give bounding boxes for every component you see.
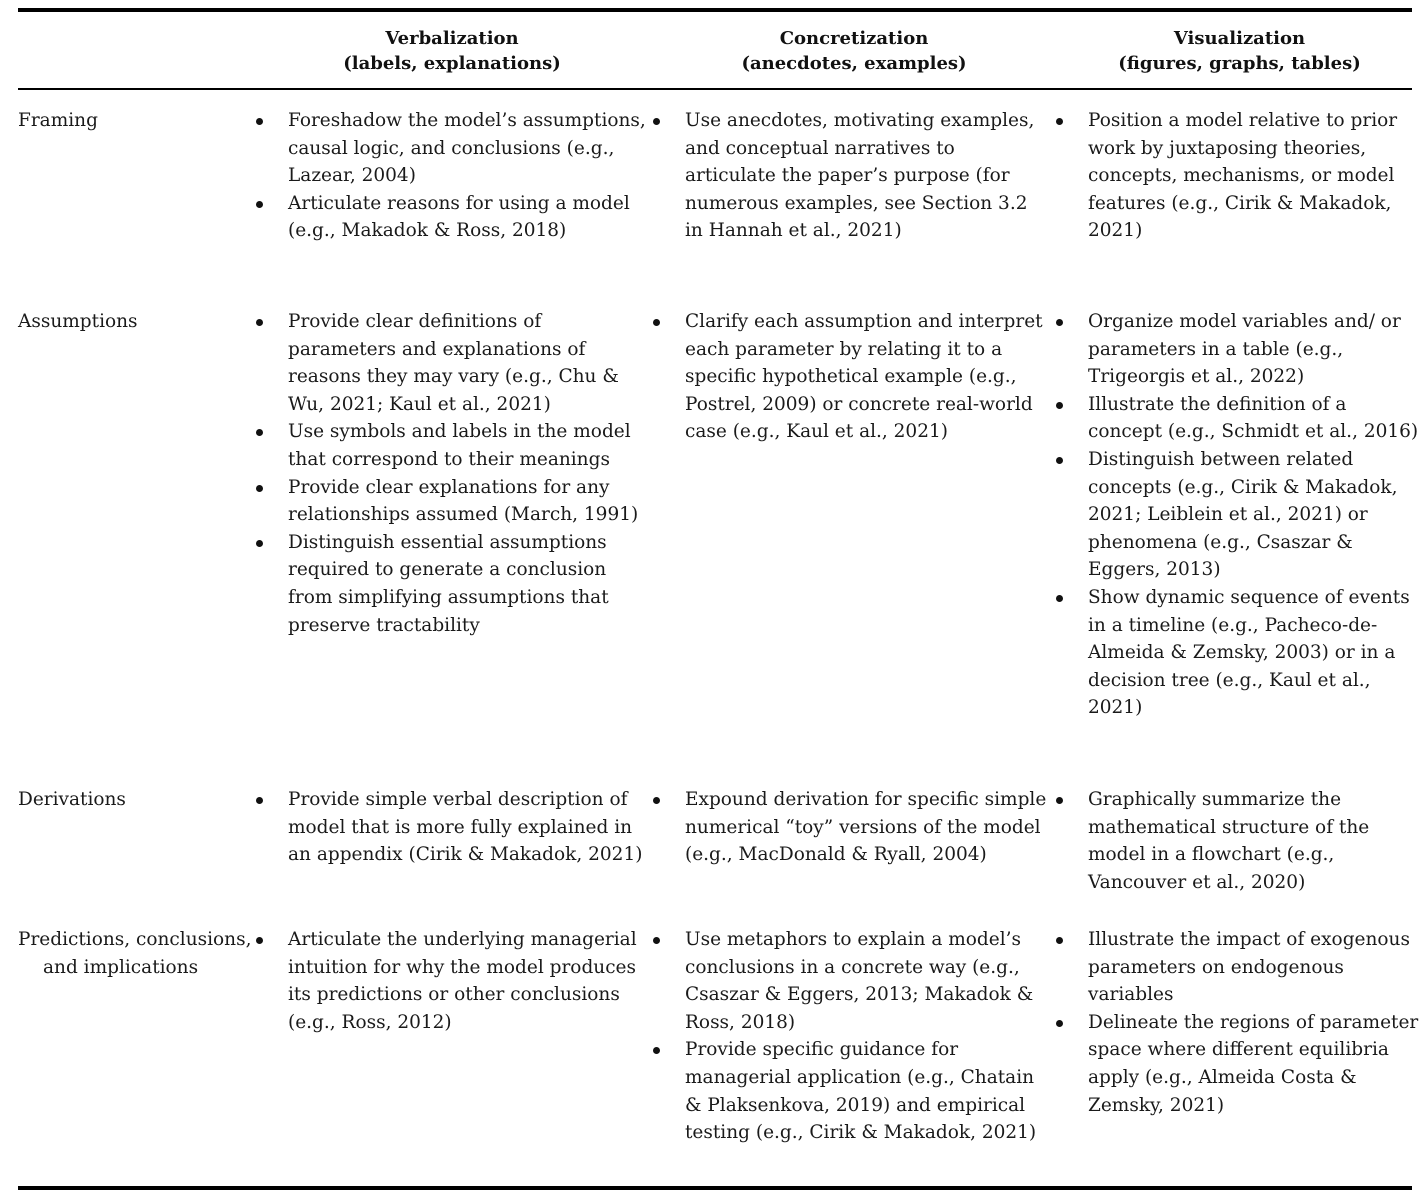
bullet-icon — [1056, 118, 1063, 125]
list-item — [1056, 107, 1422, 245]
cell-concretization — [653, 926, 1051, 1147]
cell-concretization — [653, 107, 1051, 245]
column-title: Verbalization — [385, 28, 519, 49]
list-item — [1056, 1009, 1422, 1119]
row-label: Predictions, conclusions, and implications — [18, 929, 252, 978]
bottom-rule — [18, 1186, 1412, 1190]
row-label: Framing — [18, 110, 98, 131]
column-header-verbalization — [262, 26, 642, 76]
column-title: Concretization — [779, 28, 929, 49]
bullet-icon — [1056, 937, 1063, 944]
item-text: Provide simple verbal description of model that is more fully explained in an appendix (Cirik & Makadok, 2021) — [288, 789, 643, 866]
top-rule — [18, 8, 1412, 12]
column-header-concretization — [659, 26, 1049, 76]
row-label: Assumptions — [18, 311, 138, 332]
list-item — [256, 926, 651, 1036]
list-item — [256, 107, 651, 190]
bullet-icon — [256, 540, 263, 547]
list-item — [1056, 391, 1422, 446]
bullet-icon — [256, 937, 263, 944]
item-text: Expound derivation for specific simple numerical “toy” versions of the model (e.g., MacDonald & Ryall, 2004) — [685, 789, 1047, 866]
cell-concretization — [653, 308, 1051, 446]
bullet-icon — [653, 937, 660, 944]
column-header-visualization — [1062, 26, 1417, 76]
cell-visualization — [1056, 786, 1422, 896]
item-text: Delineate the regions of parameter space where different equilibria apply (e.g., Almeida Costa & Zemsky, 2021) — [1088, 1011, 1419, 1116]
bullet-icon — [1056, 595, 1063, 602]
list-item — [1056, 584, 1422, 722]
column-title: Visualization — [1173, 28, 1306, 49]
list-item — [256, 529, 651, 639]
cell-verbalization — [256, 308, 651, 639]
item-text: Provide clear explanations for any relationships assumed (March, 1991) — [288, 476, 639, 526]
bullet-icon — [653, 1047, 660, 1054]
item-text: Graphically summarize the mathematical structure of the model in a flowchart (e.g., Vancouver et al., 2020) — [1088, 789, 1370, 893]
list-item — [256, 786, 651, 869]
bullet-icon — [1056, 797, 1063, 804]
list-item — [256, 474, 651, 529]
clipped-caption — [0, 0, 1422, 6]
list-item — [1056, 308, 1422, 391]
list-item — [256, 190, 651, 245]
item-text: Use anecdotes, motivating examples, and conceptual narratives to articulate the paper’s purpose (for numerous examples, see Section 3.2 in Hannah et al., 2021) — [685, 110, 1035, 242]
list-item — [653, 926, 1051, 1036]
item-text: Distinguish between related concepts (e.g., Cirik & Makadok, 2021; Leiblein et al., 2021) or phenomena (e.g., Csaszar & Eggers, 2013) — [1088, 448, 1398, 581]
header-rule — [18, 88, 1412, 90]
bullet-icon — [256, 201, 263, 208]
cell-verbalization — [256, 107, 651, 245]
bullet-icon — [653, 118, 660, 125]
cell-visualization — [1056, 926, 1422, 1119]
column-subtitle: (figures, graphs, tables) — [1118, 53, 1361, 74]
table-header — [0, 26, 1422, 82]
list-item — [653, 107, 1051, 245]
bullet-icon — [653, 319, 660, 326]
bullet-icon — [256, 485, 263, 492]
bullet-icon — [1056, 402, 1063, 409]
cell-visualization — [1056, 308, 1422, 722]
bullet-icon — [1056, 1020, 1063, 1027]
list-item — [1056, 786, 1422, 896]
item-text: Articulate the underlying managerial intuition for why the model produces its predictions or other conclusions (e.g., Ross, 2012) — [288, 929, 637, 1033]
column-subtitle: (labels, explanations) — [343, 53, 561, 74]
list-item — [256, 418, 651, 473]
bullet-icon — [256, 319, 263, 326]
column-subtitle: (anecdotes, examples) — [741, 53, 967, 74]
bullet-icon — [1056, 319, 1063, 326]
list-item — [256, 308, 651, 418]
bullet-icon — [256, 797, 263, 804]
cell-concretization — [653, 786, 1051, 869]
item-text: Use metaphors to explain a model’s conclusions in a concrete way (e.g., Csaszar & Eggers, 2013; Makadok & Ross, 2018) — [685, 929, 1034, 1033]
bullet-icon — [256, 429, 263, 436]
item-text: Illustrate the definition of a concept (e.g., Schmidt et al., 2016) — [1088, 393, 1419, 443]
item-text: Articulate reasons for using a model (e.g., Makadok & Ross, 2018) — [288, 192, 630, 242]
bullet-icon — [256, 118, 263, 125]
item-text: Use symbols and labels in the model that correspond to their meanings — [288, 421, 631, 470]
item-text: Organize model variables and/ or parameters in a table (e.g., Trigeorgis et al., 2022) — [1088, 311, 1401, 388]
list-item — [653, 786, 1051, 869]
cell-visualization — [1056, 107, 1422, 245]
list-item — [1056, 446, 1422, 584]
item-text: Distinguish essential assumptions required to generate a conclusion from simplifying assumptions that preserve tractability — [288, 531, 609, 636]
item-text: Illustrate the impact of exogenous parameters on endogenous variables — [1088, 929, 1410, 1006]
bullet-icon — [653, 797, 660, 804]
item-text: Position a model relative to prior work by juxtaposing theories, concepts, mechanisms, or model features (e.g., Cirik & Makadok, 2021) — [1088, 110, 1398, 242]
cell-verbalization — [256, 926, 651, 1036]
bullet-icon — [1056, 457, 1063, 464]
list-item — [653, 1036, 1051, 1146]
item-text: Provide clear definitions of parameters and explanations of reasons they may vary (e.g., Chu & Wu, 2021; Kaul et al., 2021) — [288, 311, 619, 415]
item-text: Clarify each assumption and interpret each parameter by relating it to a specific hypothetical example (e.g., Postrel, 2009) or concrete real-world case (e.g., Kaul et al., 2021) — [685, 311, 1043, 443]
cell-verbalization — [256, 786, 651, 869]
list-item — [1056, 926, 1422, 1009]
list-item — [653, 308, 1051, 446]
item-text: Show dynamic sequence of events in a timeline (e.g., Pacheco-de-Almeida & Zemsky, 2003) or in a decision tree (e.g., Kaul et al., 2021) — [1088, 586, 1410, 719]
row-label: Derivations — [18, 789, 126, 810]
item-text: Provide specific guidance for managerial application (e.g., Chatain & Plaksenkova, 2019) and empirical testing (e.g., Cirik & Makadok, 2021) — [685, 1039, 1037, 1144]
item-text: Foreshadow the model’s assumptions, causal logic, and conclusions (e.g., Lazear, 2004) — [288, 110, 646, 187]
